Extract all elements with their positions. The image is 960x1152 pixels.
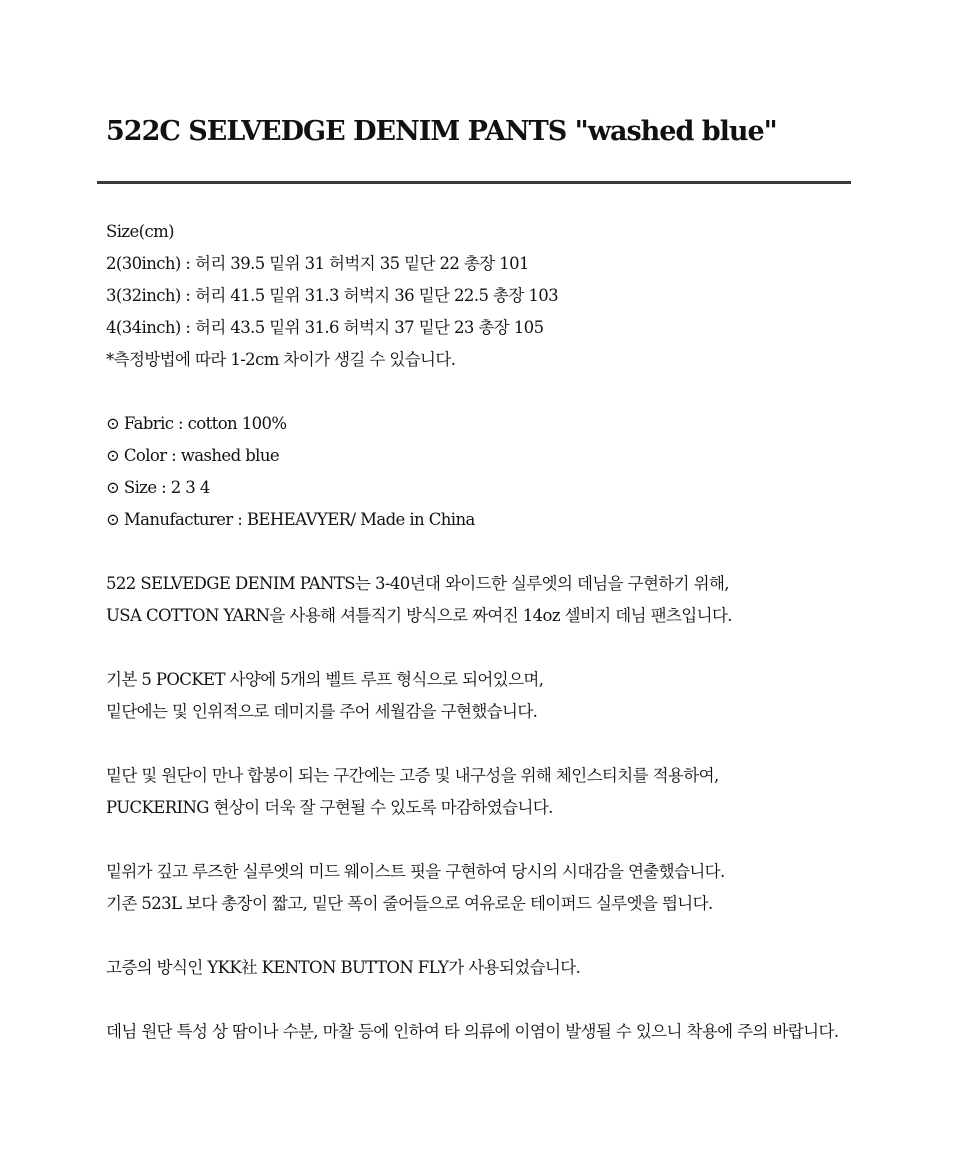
description-line: PUCKERING 현상이 더욱 잘 구현될 수 있도록 마감하였습니다. bbox=[106, 798, 553, 817]
description-paragraph-2 bbox=[106, 664, 926, 728]
description-line: 고증의 방식인 YKK社 KENTON BUTTON FLY가 사용되었습니다. bbox=[106, 958, 581, 977]
description-line: 밑위가 깊고 루즈한 실루엣의 미드 웨이스트 핏을 구현하여 당시의 시대감을 연출했습니다. bbox=[106, 862, 725, 881]
spec-fabric: ⊙ Fabric : cotton 100% bbox=[106, 414, 287, 433]
spacer bbox=[106, 632, 926, 664]
size-chart-heading: Size(cm) bbox=[106, 222, 174, 241]
spec-color: ⊙ Color : washed blue bbox=[106, 446, 280, 465]
size-row-2: 2(30inch) : 허리 39.5 밑위 31 허벅지 35 밑단 22 총장 101 bbox=[106, 254, 529, 273]
product-title: 522C SELVEDGE DENIM PANTS "washed blue" bbox=[106, 116, 777, 147]
size-row-4: 4(34inch) : 허리 43.5 밑위 31.6 허벅지 37 밑단 23 총장 105 bbox=[106, 318, 544, 337]
spacer bbox=[106, 728, 926, 760]
description-line: 밑단 및 원단이 만나 합봉이 되는 구간에는 고증 및 내구성을 위해 체인스티치를 적용하여, bbox=[106, 766, 719, 785]
description-line: USA COTTON YARN을 사용해 셔틀직기 방식으로 짜여진 14oz 셀비지 데님 팬츠입니다. bbox=[106, 606, 732, 625]
size-chart-note: *측정방법에 따라 1-2cm 차이가 생길 수 있습니다. bbox=[106, 350, 456, 369]
product-detail-content bbox=[106, 216, 926, 1048]
size-row-3: 3(32inch) : 허리 41.5 밑위 31.3 허벅지 36 밑단 22.5 총장 103 bbox=[106, 286, 559, 305]
spacer bbox=[106, 984, 926, 1016]
spec-manufacturer: ⊙ Manufacturer : BEHEAVYER/ Made in China bbox=[106, 510, 475, 529]
description-paragraph-3 bbox=[106, 760, 926, 824]
spec-list bbox=[106, 408, 926, 536]
description-line: 522 SELVEDGE DENIM PANTS는 3-40년대 와이드한 실루엣의 데님을 구현하기 위해, bbox=[106, 574, 729, 593]
title-divider bbox=[97, 181, 851, 184]
description-line: 기존 523L 보다 총장이 짧고, 밑단 폭이 줄어들으로 여유로운 테이퍼드 실루엣을 띕니다. bbox=[106, 894, 713, 913]
description-paragraph-6 bbox=[106, 1016, 926, 1048]
spec-size: ⊙ Size : 2 3 4 bbox=[106, 478, 210, 497]
description-paragraph-5 bbox=[106, 952, 926, 984]
description-paragraph-4 bbox=[106, 856, 926, 920]
size-chart bbox=[106, 216, 926, 376]
spacer bbox=[106, 824, 926, 856]
description-line: 밑단에는 및 인위적으로 데미지를 주어 세월감을 구현했습니다. bbox=[106, 702, 538, 721]
spacer bbox=[106, 376, 926, 408]
spacer bbox=[106, 920, 926, 952]
spacer bbox=[106, 536, 926, 568]
description-paragraph-1 bbox=[106, 568, 926, 632]
description-line: 기본 5 POCKET 사양에 5개의 벨트 루프 형식으로 되어있으며, bbox=[106, 670, 544, 689]
description-line: 데님 원단 특성 상 땀이나 수분, 마찰 등에 인하여 타 의류에 이염이 발생될 수 있으니 착용에 주의 바랍니다. bbox=[106, 1022, 839, 1041]
